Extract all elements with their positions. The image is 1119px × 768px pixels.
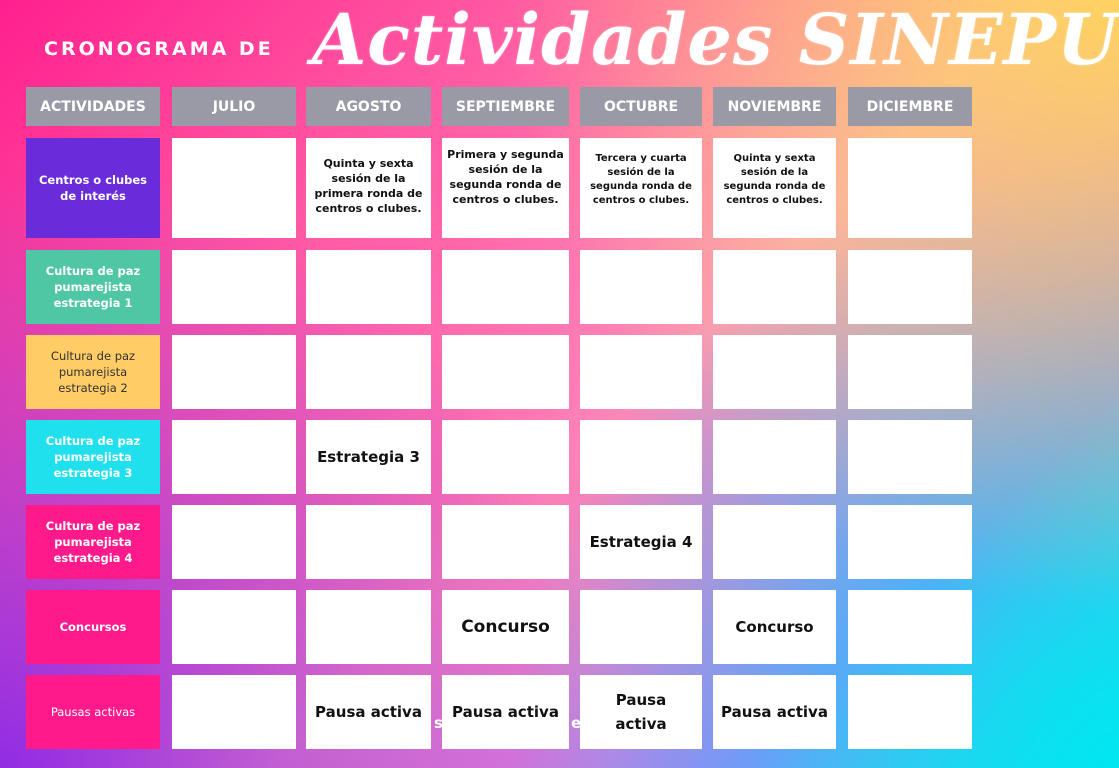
header-agosto: AGOSTO (306, 87, 431, 126)
cell-e3-noviembre (713, 420, 836, 494)
cell-e2-agosto (306, 335, 431, 409)
cell-e1-diciembre (848, 250, 972, 324)
cell-e1-noviembre (713, 250, 836, 324)
cell-e3-octubre (580, 420, 702, 494)
cell-pausas-diciembre (848, 675, 972, 749)
header-actividades: ACTIVIDADES (26, 87, 160, 126)
cell-centros-diciembre (848, 138, 972, 238)
background-text-fragment: e (571, 714, 582, 732)
cell-e1-agosto (306, 250, 431, 324)
cell-e2-julio (172, 335, 296, 409)
row-label-estrategia-2: Cultura de paz pumarejista estrategia 2 (26, 335, 160, 409)
row-label-estrategia-1: Cultura de paz pumarejista estrategia 1 (26, 250, 160, 324)
cell-e3-diciembre (848, 420, 972, 494)
cell-pausas-septiembre: Pausa activa (442, 675, 569, 749)
cell-centros-septiembre: Primera y segunda sesión de la segunda ronda de centros o clubes. (442, 138, 569, 238)
header-septiembre: SEPTIEMBRE (442, 87, 569, 126)
cell-e1-octubre (580, 250, 702, 324)
header-octubre: OCTUBRE (580, 87, 702, 126)
row-label-estrategia-4: Cultura de paz pumarejista estrategia 4 (26, 505, 160, 579)
cell-e2-octubre (580, 335, 702, 409)
row-label-concursos: Concursos (26, 590, 160, 664)
cell-concursos-diciembre (848, 590, 972, 664)
row-label-pausas-activas: Pausas activas (26, 675, 160, 749)
cell-e4-septiembre (442, 505, 569, 579)
cell-pausas-octubre: Pausa activa (580, 675, 702, 749)
row-label-estrategia-3: Cultura de paz pumarejista estrategia 3 (26, 420, 160, 494)
cell-concursos-noviembre: Concurso (713, 590, 836, 664)
cell-e1-julio (172, 250, 296, 324)
cell-e2-noviembre (713, 335, 836, 409)
background-text-fragment: s (434, 714, 443, 732)
cell-e3-agosto: Estrategia 3 (306, 420, 431, 494)
cell-e2-septiembre (442, 335, 569, 409)
cell-concursos-agosto (306, 590, 431, 664)
cell-centros-noviembre: Quinta y sexta sesión de la segunda ronda de centros o clubes. (713, 138, 836, 238)
header-noviembre: NOVIEMBRE (713, 87, 836, 126)
cell-pausas-agosto: Pausa activa (306, 675, 431, 749)
cell-concursos-octubre (580, 590, 702, 664)
cell-pausas-julio (172, 675, 296, 749)
header-julio: JULIO (172, 87, 296, 126)
cell-e4-octubre: Estrategia 4 (580, 505, 702, 579)
cell-e1-septiembre (442, 250, 569, 324)
header-diciembre: DICIEMBRE (848, 87, 972, 126)
cell-concursos-septiembre: Concurso (442, 590, 569, 664)
cell-pausas-noviembre: Pausa activa (713, 675, 836, 749)
cell-e3-julio (172, 420, 296, 494)
cell-e2-diciembre (848, 335, 972, 409)
cell-e4-diciembre (848, 505, 972, 579)
cell-e4-agosto (306, 505, 431, 579)
cell-centros-agosto: Quinta y sexta sesión de la primera ronda de centros o clubes. (306, 138, 431, 238)
schedule-subtitle: CRONOGRAMA DE (44, 38, 274, 60)
row-label-centros-clubes: Centros o clubes de interés (26, 138, 160, 238)
page-title: Actividades SINEPU (312, 0, 1119, 81)
cell-concursos-julio (172, 590, 296, 664)
cell-e3-septiembre (442, 420, 569, 494)
cell-e4-noviembre (713, 505, 836, 579)
cell-e4-julio (172, 505, 296, 579)
cell-centros-octubre: Tercera y cuarta sesión de la segunda ronda de centros o clubes. (580, 138, 702, 238)
cell-centros-julio (172, 138, 296, 238)
